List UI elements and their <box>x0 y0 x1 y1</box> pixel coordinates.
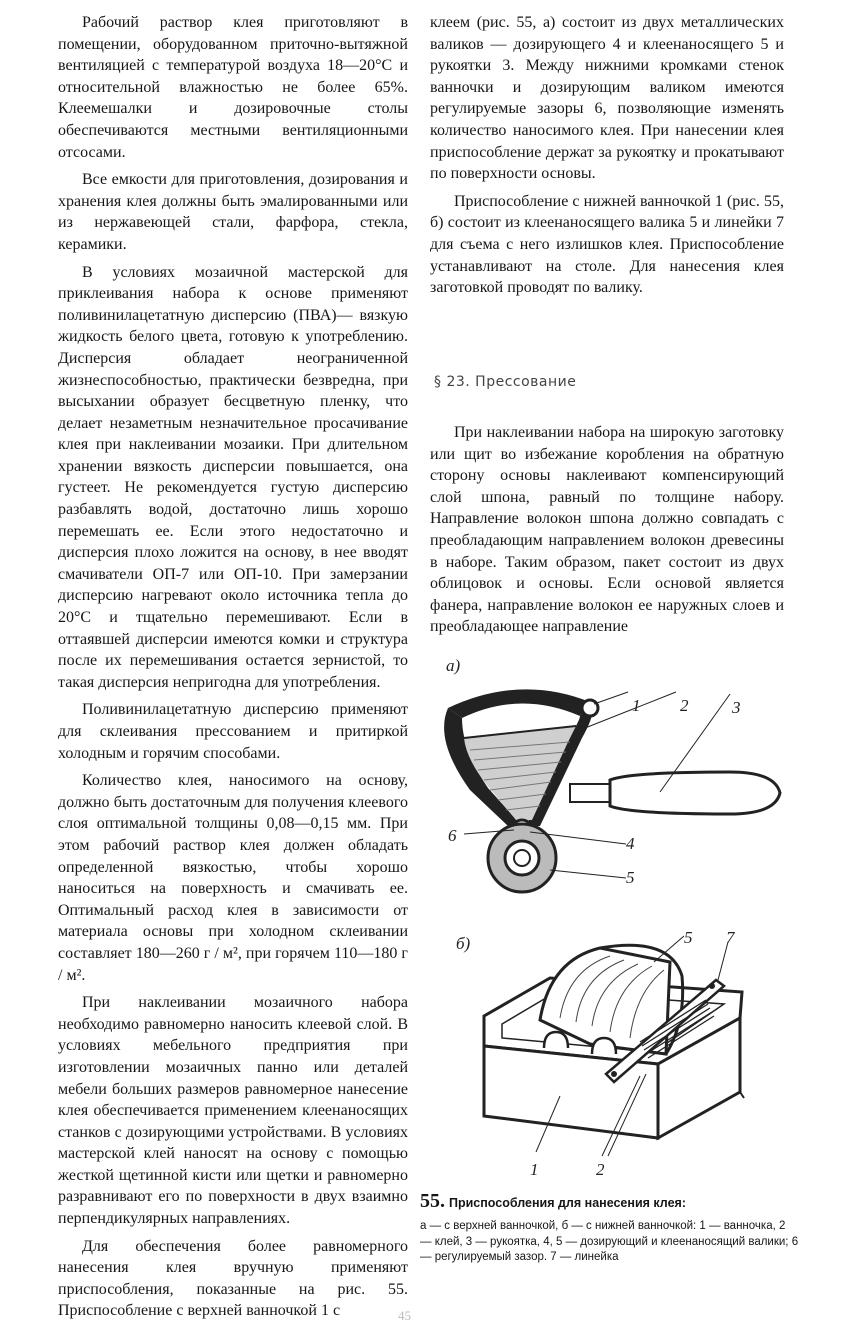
callout-7: 7 <box>726 928 735 947</box>
paragraph: Поливинилацетатную дисперсию применяют для склеивания прессованием и притиркой холодным и горячим способами. <box>58 701 408 762</box>
paragraph: Для обеспечения более равномерного нанесения клея вручную применяют приспособления, показанные на рис. 55. Приспособление с верхней ванночкой 1 с <box>58 1237 408 1320</box>
right-column-top <box>430 12 784 299</box>
figure-caption <box>420 1190 800 1266</box>
paragraph: При наклеивании набора на широкую заготовку или щит во избежание коробления на обратную сторону основы наклеивают компенсирующий слой шпона, равный по толщине набору. Направление волокон шпона должно совпадать с преобладающим направлением волокон древесины в наборе. Таким образом, пакет состоит из двух облицовок и основы. Если основой является фанера, направление волокон ее наружных слоев и преобладающее направление <box>430 424 784 636</box>
left-column <box>58 12 408 1322</box>
paragraph: клеем (рис. 55, а) состоит из двух металлических валиков — дозирующего 4 и клеенаносящего 5 и рукоятки 3. Между нижними кромками стенок ванночки и дозирующим валиком имеются регулируемые зазоры 6, позволяющие изменять количество наносимого клея. При нанесении клея приспособление держат за рукоятку и прокатывают по поверхности основы. <box>430 14 784 183</box>
right-column-bottom <box>430 422 784 638</box>
callout-2b: 2 <box>596 1160 605 1179</box>
callout-5: 5 <box>626 868 635 887</box>
callout-1b: 1 <box>530 1160 539 1179</box>
callout-2: 2 <box>680 696 689 715</box>
figure-label-a: а) <box>446 656 461 675</box>
glue-applicator-bottom-tray-illustration <box>470 926 760 1166</box>
caption-body: а — с верхней ванночкой, б — с нижней ванночкой: 1 — ванночка, 2 — клей, 3 — рукоятка, 4, 5 — дозирующий и клеенаносящий валики; 6 — регулируемый зазор. 7 — линейка <box>420 1220 799 1263</box>
callout-1: 1 <box>632 696 641 715</box>
paragraph: Рабочий раствор клея приготовляют в помещении, оборудованном приточно-вытяжной вентиляцией с температурой воздуха 18—20°С и относительной влажностью не более 65%. Клеемешалки и дозировочные столы обеспечиваются местными вентиляционными отсосами. <box>58 14 408 161</box>
paragraph: В условиях мозаичной мастерской для приклеивания набора к основе применяют поливинилацетатную дисперсию (ПВА)— вязкую жидкость белого цвета, готовую к употреблению. Дисперсия обладает неограниченной жизнеспособностью, практически безвредна, при высыхании образует бесцветную пленку, что делает незаметным незначительное просачивание клея при наклеивании мозаики. При длительном хранении вязкость дисперсии повышается, она густеет. Не рекомендуется густую дисперсию разбавлять водой, достаточно лишь хорошо перемешать ее. Если этого недостаточно и дисперсия плохо ложится на основу, в нее вводят смачиватели ОП-7 или ОП-10. При замерзании дисперсию нагревают около источника тепла до 20°С и тщательно перемешивают. Если в оттаявшей дисперсии имеются комки и структура после их перемешивания остается зернистой, то такая дисперсия непригодна для употребления. <box>58 263 408 691</box>
callout-4: 4 <box>626 834 635 853</box>
callout-3: 3 <box>732 698 741 717</box>
paragraph: Количество клея, наносимого на основу, должно быть достаточным для получения клеевого слоя оптимальной толщины 0,08—0,15 мм. При этом рабочий раствор клея должен обладать определенной вязкостью, чтобы хорошо наноситься на поверхность и смачивать ее. Оптимальный расход клея в зависимости от материала основы при холодном склеивании составляет 180—260 г / м², при горячем 110—180 г / м². <box>58 772 408 984</box>
callout-6: 6 <box>448 826 457 845</box>
paragraph: Приспособление с нижней ванночкой 1 (рис. 55, б) состоит из клеенаносящего валика 5 и линейки 7 для съема с него излишков клея. Приспособление устанавливают на столе. Для нанесения клея заготовкой проводят по валику. <box>430 192 784 297</box>
paragraph: Все емкости для приготовления, дозирования и хранения клея должны быть эмалированными или из нержавеющей стали, фарфора, стекла, керамики. <box>58 171 408 253</box>
caption-number: 55. <box>420 1190 445 1212</box>
section-heading: § 23. Прессование <box>434 374 577 390</box>
callout-5b: 5 <box>684 928 693 947</box>
page-number: 45 <box>398 1308 411 1323</box>
caption-title: Приспособления для нанесения клея: <box>449 1196 686 1210</box>
paragraph: При наклеивании мозаичного набора необходимо равномерно наносить клеевой слой. В условиях мебельного предприятия при изготовлении мозаичных панно или деталей мебели больших размеров равномерное нанесение клея обеспечивается применением клеенаносящих станков с дозирующими устройствами. В условиях мастерской клей наносят на основу с помощью жесткой щетинной кисти или щетки и равномерно разравнивают его по поверхности в двух взаимно перпендикулярных направлениях. <box>58 994 408 1228</box>
figure-label-b: б) <box>456 934 471 953</box>
glue-applicator-top-tray-illustration <box>430 680 800 900</box>
